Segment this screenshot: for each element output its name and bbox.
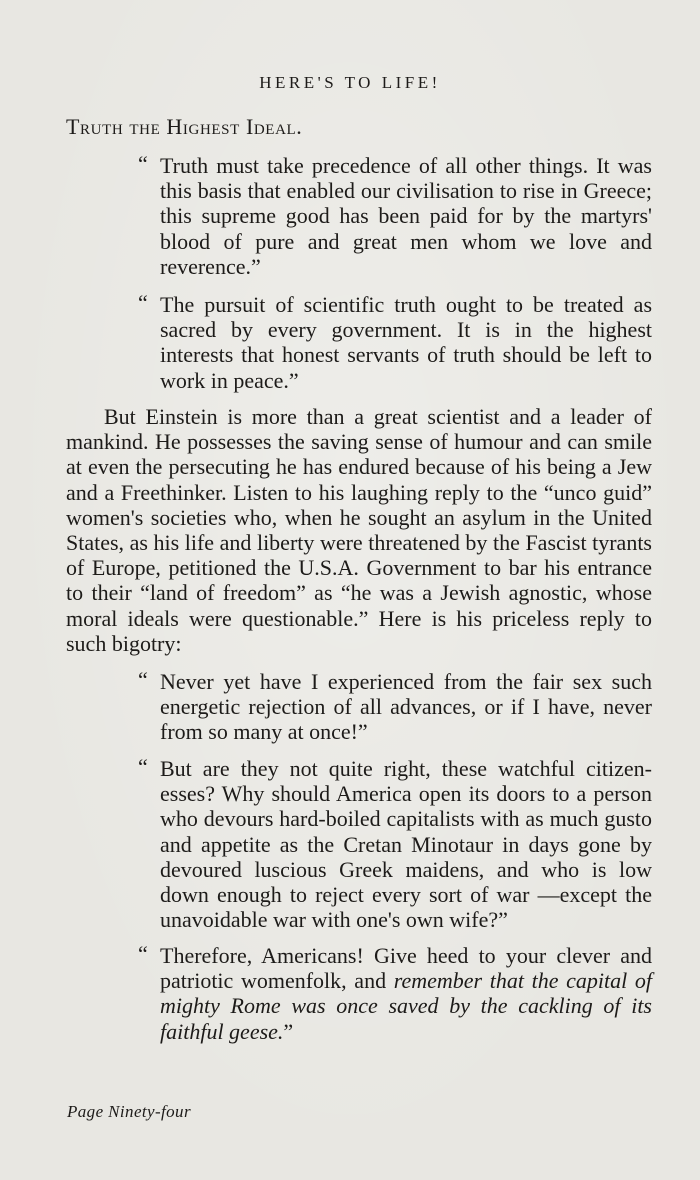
quote-block xyxy=(138,290,652,393)
quote-text: Never yet have I experienced from the fair sex such energetic rejection of all advances, or if I have, never from so many at once!” xyxy=(160,669,652,745)
paragraph-text: But Einstein is more than a great scientist and a leader of mankind. He possesses the saving sense of humour and can smile at even the persecuting he has endured because of his being a Jew and a Freethinker. Listen to his laughing reply to the “unco guid” women's societies who, when he sought an asylum in the United States, as his life and liberty were threatened by the Fascist tyrants of Europe, petitioned the U.S.A. Government to bar his entrance to their “land of freedom” as “he was a Jewish agnostic, whose moral ideals were questionable.” Here is his priceless reply to such bigotry: xyxy=(66,404,652,656)
quote-block xyxy=(138,754,652,933)
quote-text: But are they not quite right, these watchful citizen-esses? Why should America open its doors to a person who devours hard-boiled capitalists with as much gusto and appetite as the Cretan Minotaur in days gone by devoured luscious Greek maidens, and who is low down enough to reject every sort of war —except the unavoidable war with one's own wife?” xyxy=(160,756,652,933)
running-head: HERE'S TO LIFE! xyxy=(259,73,441,92)
close-quote-mark: ” xyxy=(283,1018,294,1044)
quote-text-plain: Therefore, Americans! Give heed to your clever and patriotic womenfolk, and xyxy=(160,943,652,994)
open-quote-mark: “ xyxy=(138,667,148,692)
open-quote-mark: “ xyxy=(138,941,148,966)
open-quote-mark: “ xyxy=(138,290,148,315)
quote-block xyxy=(138,151,652,279)
section-title: Truth the Highest Ideal. xyxy=(66,114,303,139)
quote-block xyxy=(138,941,652,1044)
open-quote-mark: “ xyxy=(138,151,148,176)
quote-text: Truth must take precedence of all other things. It was this basis that enabled our civilisation to rise in Greece; this supreme good has been paid for by the martyrs' blood of pure and great men whom we love and reverence.” xyxy=(160,153,652,279)
open-quote-mark: “ xyxy=(138,754,148,779)
quote-block xyxy=(138,667,652,745)
page-number: Page Ninety-four xyxy=(67,1102,191,1121)
quote-text xyxy=(160,943,652,1044)
quote-text-italic: remember that the capital of mighty Rome was once saved by the cackling of its faithful geese. xyxy=(160,968,652,1044)
quote-text: The pursuit of scientific truth ought to be treated as sacred by every government. It is in the highest interests that honest servants of truth should be left to work in peace.” xyxy=(160,292,652,393)
body-paragraph xyxy=(66,404,652,656)
